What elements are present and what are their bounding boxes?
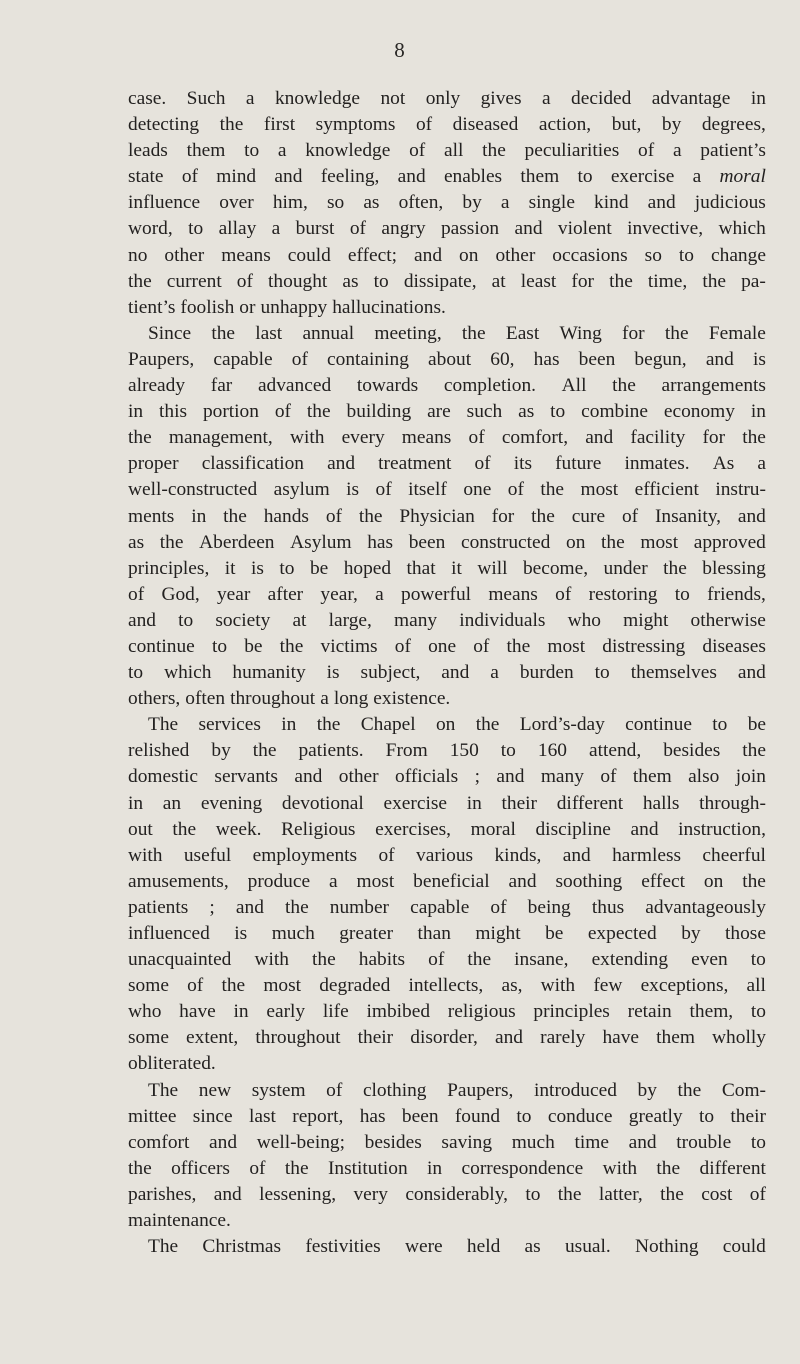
text-line: word, to allay a burst of angry passion and violent invective, which (128, 218, 766, 240)
text-line: influence over him, so as often, by a single kind and judicious (128, 192, 766, 214)
text-line: some of the most degraded intellects, as, with few exceptions, all (128, 975, 766, 997)
text-line: proper classification and treatment of its future inmates. As a (128, 453, 766, 475)
text-line: in this portion of the building are such as to combine economy in (128, 401, 766, 423)
text-line: as the Aberdeen Asylum has been constructed on the most approved (128, 531, 766, 553)
text-line: detecting the first symptoms of diseased action, but, by degrees, (128, 114, 766, 136)
text-line: principles, it is to be hoped that it will become, under the blessing (128, 557, 766, 579)
text-line: who have in early life imbibed religious principles retain them, to (128, 1001, 766, 1023)
body-text (128, 86, 766, 1260)
text-line: case. Such a knowledge not only gives a decided advantage in (128, 88, 766, 109)
text-line: others, often throughout a long existence. (128, 688, 451, 710)
text-line: some extent, throughout their disorder, and rarely have them wholly (128, 1027, 766, 1049)
text-line: maintenance. (128, 1210, 231, 1232)
text-line: comfort and well-being; besides saving much time and trouble to (128, 1131, 766, 1153)
text-line: patients ; and the number capable of being thus advantageously (128, 896, 766, 918)
text-line: of God, year after year, a powerful means of restoring to friends, (128, 583, 766, 605)
text-line: ments in the hands of the Physician for the cure of Insanity, and (128, 505, 766, 527)
text-line: The new system of clothing Paupers, introduced by the Com- (148, 1079, 766, 1101)
text-line: continue to be the victims of one of the most distressing diseases (128, 635, 766, 657)
text-line: parishes, and lessening, very considerably, to the latter, the cost of (128, 1183, 766, 1205)
text-line: obliterated. (128, 1053, 216, 1075)
text-line: state of mind and feeling, and enables them to exercise a moral (128, 166, 766, 188)
text-line: mittee since last report, has been found to conduce greatly to their (128, 1105, 766, 1127)
text-line: Since the last annual meeting, the East Wing for the Female (148, 322, 766, 344)
text-line: tient’s foolish or unhappy hallucinations. (128, 296, 446, 318)
text-line: relished by the patients. From 150 to 160 attend, besides the (128, 740, 766, 762)
text-line: The services in the Chapel on the Lord’s-day continue to be (148, 714, 766, 736)
text-line: the management, with every means of comfort, and facility for the (128, 427, 766, 449)
text-line: Paupers, capable of containing about 60, has been begun, and is (128, 348, 766, 370)
text-line: amusements, produce a most beneficial and soothing effect on the (128, 870, 766, 892)
text-line: the officers of the Institution in correspondence with the different (128, 1157, 766, 1179)
text-line: and to society at large, many individuals who might otherwise (128, 609, 766, 631)
text-line: domestic servants and other officials ; and many of them also join (128, 766, 766, 788)
text-line: influenced is much greater than might be expected by those (128, 923, 766, 944)
text-line: no other means could effect; and on other occasions so to change (128, 244, 766, 266)
text-line: The Christmas festivities were held as usual. Nothing could (148, 1236, 766, 1258)
page-number: 8 (394, 38, 406, 62)
text-line: already far advanced towards completion. All the arrangements (128, 375, 766, 397)
text-line: leads them to a knowledge of all the peculiarities of a patient’s (128, 140, 766, 162)
text-line: to which humanity is subject, and a burden to themselves and (128, 662, 766, 684)
text-line: the current of thought as to dissipate, at least for the time, the pa- (128, 270, 766, 292)
text-line: out the week. Religious exercises, moral discipline and instruction, (128, 818, 766, 840)
text-line: well-constructed asylum is of itself one of the most efficient instru- (128, 479, 766, 501)
text-line: unacquainted with the habits of the insane, extending even to (128, 949, 766, 971)
text-line: with useful employments of various kinds, and harmless cheerful (128, 844, 766, 866)
text-line: in an evening devotional exercise in their different halls through- (128, 792, 766, 814)
